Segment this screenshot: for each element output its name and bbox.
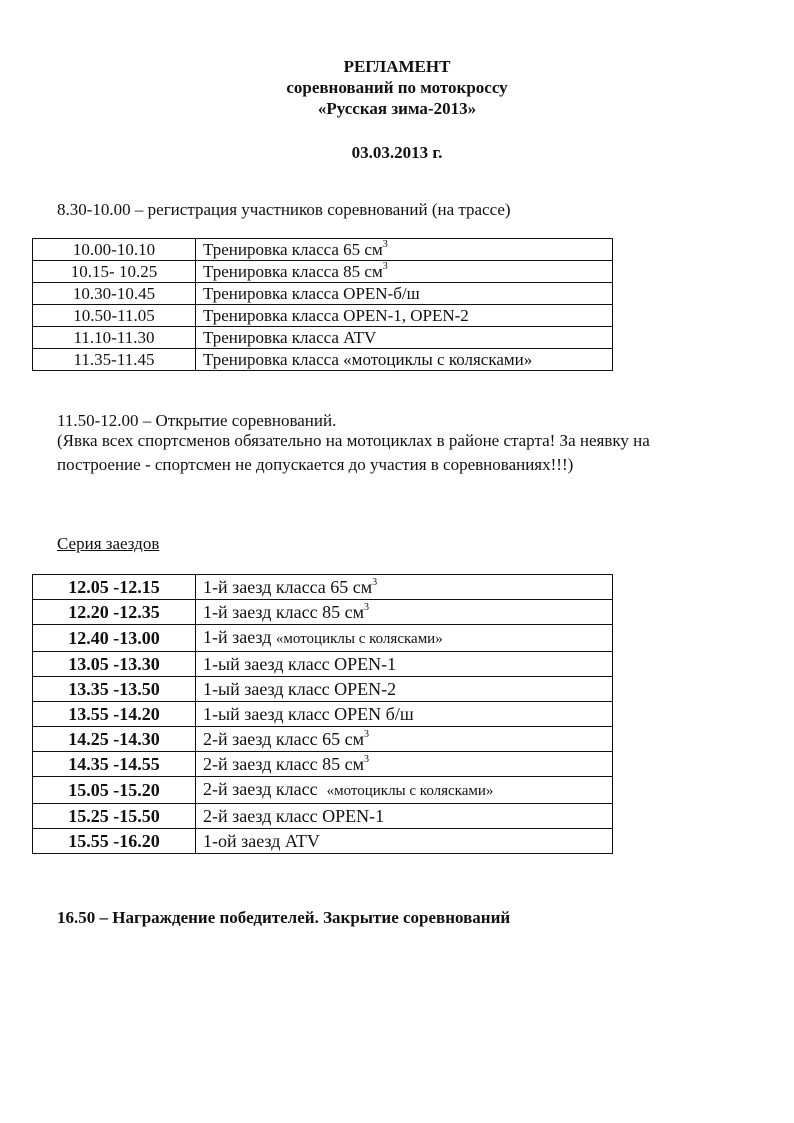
training-description-text: Тренировка класса 65 см <box>203 240 383 259</box>
race-description-text: 1-ый заезд класс OPEN б/ш <box>203 704 414 724</box>
race-class-name: «мотоциклы с колясками» <box>326 783 494 799</box>
training-row <box>33 327 613 349</box>
training-row <box>33 305 613 327</box>
superscript: 3 <box>363 754 369 765</box>
race-row <box>33 575 613 600</box>
training-time: 10.15- 10.25 <box>33 261 196 283</box>
race-time: 14.35 -14.55 <box>33 752 196 777</box>
training-row <box>33 283 613 305</box>
race-description <box>196 752 613 777</box>
race-time: 13.55 -14.20 <box>33 702 196 727</box>
event-date: 03.03.2013 г. <box>351 143 443 162</box>
opening-line: 11.50-12.00 – Открытие соревнований. <box>57 411 337 430</box>
race-time: 13.35 -13.50 <box>33 677 196 702</box>
series-heading: Серия заездов <box>57 534 160 553</box>
race-row <box>33 677 613 702</box>
race-description <box>196 600 613 625</box>
training-time: 11.35-11.45 <box>33 349 196 371</box>
race-time: 14.25 -14.30 <box>33 727 196 752</box>
race-description-text: 2-й заезд класс 85 см <box>203 754 364 774</box>
race-description <box>196 829 613 854</box>
race-description <box>196 702 613 727</box>
opening-note-line-2: построение - спортсмен не допускается до участия в соревнованиях!!!) <box>57 455 574 474</box>
superscript: 3 <box>363 602 369 613</box>
superscript: 3 <box>363 729 369 740</box>
training-description <box>196 305 613 327</box>
race-row <box>33 804 613 829</box>
race-time: 12.40 -13.00 <box>33 625 196 652</box>
superscript: 3 <box>372 577 378 588</box>
document-subtitle: соревнований по мотокроссу <box>286 78 508 97</box>
race-row <box>33 652 613 677</box>
training-row <box>33 239 613 261</box>
training-row <box>33 349 613 371</box>
race-description-text: 1-ый заезд класс OPEN-2 <box>203 679 397 699</box>
awards-line: 16.50 – Награждение победителей. Закрытие соревнований <box>57 908 511 927</box>
opening-note-line-1: (Явка всех спортсменов обязательно на мотоциклах в районе старта! За неявку на <box>57 431 650 450</box>
training-description-text: Тренировка класса OPEN-б/ш <box>203 284 420 303</box>
race-row <box>33 600 613 625</box>
training-description <box>196 349 613 371</box>
race-description-text: 2-й заезд класс 65 см <box>203 729 364 749</box>
race-description-text: 1-й заезд <box>203 627 276 647</box>
race-description-text: 1-й заезд класса 65 см <box>203 577 373 597</box>
race-description <box>196 625 613 652</box>
training-description <box>196 261 613 283</box>
race-time: 15.05 -15.20 <box>33 777 196 804</box>
training-description <box>196 239 613 261</box>
training-time: 10.30-10.45 <box>33 283 196 305</box>
race-row <box>33 777 613 804</box>
race-description-text: 2-й заезд класс <box>203 779 327 799</box>
training-description-text: Тренировка класса «мотоциклы с колясками» <box>203 350 533 369</box>
race-description <box>196 652 613 677</box>
race-description-text: 1-ой заезд ATV <box>203 831 320 851</box>
race-description <box>196 575 613 600</box>
race-description <box>196 777 613 804</box>
race-time: 12.05 -12.15 <box>33 575 196 600</box>
race-description <box>196 804 613 829</box>
superscript: 3 <box>382 239 388 250</box>
document-title: РЕГЛАМЕНТ <box>343 57 451 76</box>
training-description-text: Тренировка класса OPEN-1, OPEN-2 <box>203 306 469 325</box>
training-row <box>33 261 613 283</box>
race-time: 15.55 -16.20 <box>33 829 196 854</box>
training-time: 10.00-10.10 <box>33 239 196 261</box>
event-name: «Русская зима-2013» <box>317 99 477 118</box>
training-description-text: Тренировка класса ATV <box>203 328 377 347</box>
race-row <box>33 829 613 854</box>
race-row <box>33 727 613 752</box>
training-description <box>196 327 613 349</box>
race-row <box>33 702 613 727</box>
race-class-name: «мотоциклы с колясками» <box>275 631 443 647</box>
training-table <box>32 238 613 371</box>
training-description-text: Тренировка класса 85 см <box>203 262 383 281</box>
race-time: 15.25 -15.50 <box>33 804 196 829</box>
race-description-text: 2-й заезд класс OPEN-1 <box>203 806 385 826</box>
race-description-text: 1-ый заезд класс OPEN-1 <box>203 654 397 674</box>
race-description <box>196 727 613 752</box>
race-row <box>33 625 613 652</box>
race-time: 13.05 -13.30 <box>33 652 196 677</box>
training-time: 11.10-11.30 <box>33 327 196 349</box>
race-time: 12.20 -12.35 <box>33 600 196 625</box>
race-row <box>33 752 613 777</box>
training-time: 10.50-11.05 <box>33 305 196 327</box>
race-description <box>196 677 613 702</box>
training-description <box>196 283 613 305</box>
race-description-text: 1-й заезд класс 85 см <box>203 602 364 622</box>
registration-line: 8.30-10.00 – регистрация участников соревнований (на трассе) <box>57 200 511 219</box>
superscript: 3 <box>382 261 388 272</box>
race-table <box>32 574 613 854</box>
